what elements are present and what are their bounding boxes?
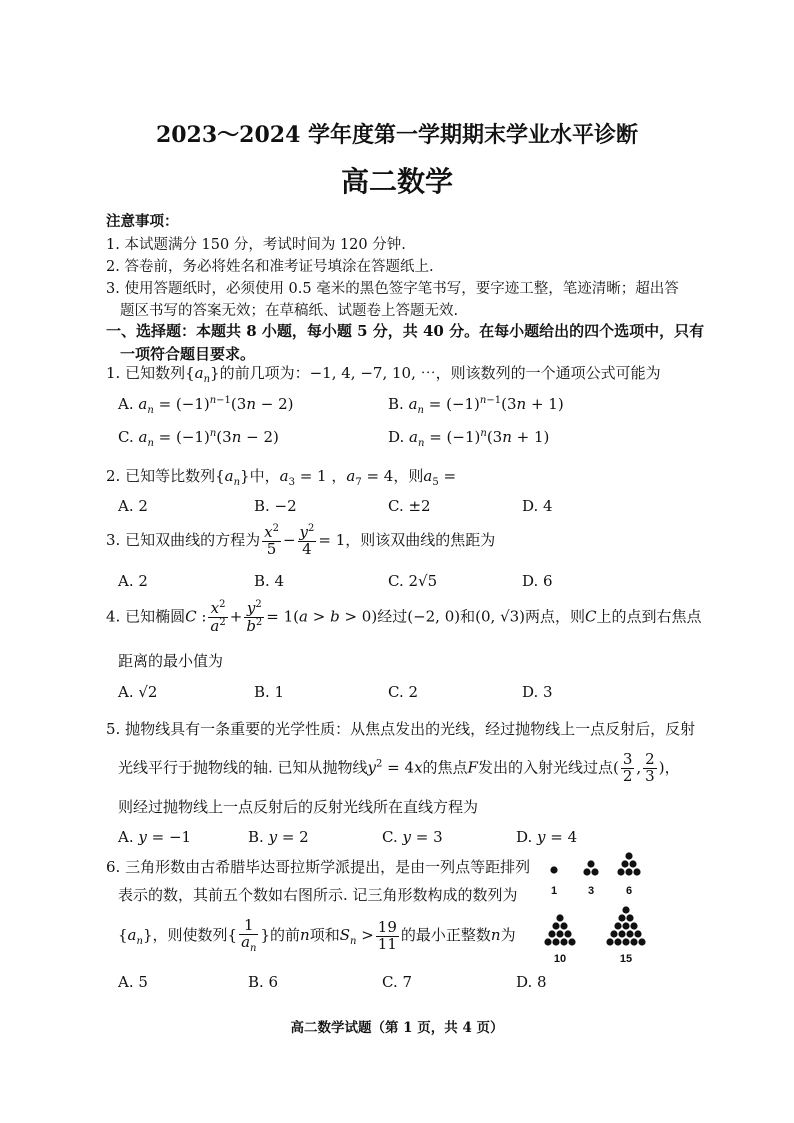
note-2: 2. 答卷前，务必将姓名和准考证号填涂在答题纸上. — [106, 259, 434, 275]
q3-option-d: D. 6 — [522, 572, 553, 590]
q4-option-c: C. 2 — [388, 683, 419, 701]
q6-option-d: D. 8 — [516, 973, 547, 991]
question-6-line2: 表示的数，其前五个数如右图所示. 记三角形数构成的数列为 — [118, 886, 518, 904]
triangle-dots-6 — [617, 852, 640, 875]
q6-option-c: C. 7 — [382, 973, 413, 991]
figure-label-6: 6 — [625, 885, 633, 897]
question-6: 6. 三角形数由古希腊毕达哥拉斯学派提出，是由一列点等距排列 — [106, 858, 531, 876]
q5-option-d: D. y = 4 — [516, 828, 578, 846]
q3-option-a: A. 2 — [118, 572, 148, 590]
figure-label-3: 3 — [587, 885, 595, 897]
triangle-dots-15 — [606, 906, 645, 945]
figure-label-1: 1 — [550, 885, 558, 897]
q1-option-a: A. $a_n = (-1)^{n-1}(3n - 2)$ — [118, 395, 294, 416]
exam-title: 2023～2024 学年度第一学期期末学业水平诊断 — [155, 122, 639, 148]
question-5-line3: 则经过抛物线上一点反射后的反射光线所在直线方程为 — [118, 798, 479, 816]
figure-label-15: 15 — [619, 953, 633, 965]
question-1: 1. 已知数列$\{a_n\}$的前几项为：−1, 4, −7, 10, ⋯，则该数列的一个通项公式可能为 — [106, 364, 661, 385]
q3-option-b: B. 4 — [254, 572, 285, 590]
q5-option-c: C. y = 3 — [382, 828, 443, 846]
q4-option-b: B. 1 — [254, 683, 285, 701]
triangle-dots-3 — [583, 860, 598, 875]
section-heading-cont: 一项符合题目要求。 — [120, 345, 256, 363]
note-3-cont: 题区书写的答案无效；在草稿纸、试题卷上答题无效. — [120, 303, 459, 319]
question-5-line2: 光线平行于抛物线的轴. 已知从抛物线$y^2 = 4x$的焦点F发出的入射光线过点( $\frac{3}{2}$ , $\frac{2}{3}$ )， — [118, 750, 680, 785]
note-1: 1. 本试题满分 150 分，考试时间为 120 分钟. — [106, 237, 406, 253]
question-4: 4. 已知椭圆C : $\frac{x^2}{a^2}$ + $\frac{y^2}{b^2}$ = 1(a > b > 0)经过(−2, 0)和(0, √3)两点，则C上的点到右焦点 — [106, 599, 702, 635]
question-3: 3. 已知双曲线的方程为 $\frac{x^2}{5}$ − $\frac{y^2}{4}$ = 1，则该双曲线的焦距为 — [106, 523, 496, 558]
q6-option-a: A. 5 — [118, 973, 148, 991]
q1-option-b: B. $a_n = (-1)^{n-1}(3n + 1)$ — [388, 395, 564, 416]
q4-option-a: A. √2 — [118, 683, 158, 701]
subject-title: 高二数学 — [340, 165, 453, 198]
q1-option-c: C. $a_n = (-1)^n(3n - 2)$ — [118, 428, 279, 449]
q6-option-b: B. 6 — [248, 973, 279, 991]
q2-option-b: B. −2 — [254, 497, 297, 515]
q2-option-c: C. ±2 — [388, 497, 431, 515]
triangle-dots-1 — [550, 866, 557, 873]
question-4-cont: 距离的最小值为 — [118, 652, 224, 670]
question-5: 5. 抛物线具有一条重要的光学性质：从焦点发出的光线，经过抛物线上一点反射后，反射 — [106, 720, 696, 738]
q2-option-d: D. 4 — [522, 497, 553, 515]
note-3: 3. 使用答题纸时，必须使用 0.5 毫米的黑色签字笔书写，要字迹工整，笔迹清晰；超出答 — [106, 281, 679, 297]
q5-option-a: A. y = −1 — [118, 828, 192, 846]
section-heading: 一、选择题：本题共 8 小题，每小题 5 分，共 40 分。在每小题给出的四个选项中，只有 — [106, 322, 705, 340]
page-footer: 高二数学试题（第 1 页，共 4 页） — [290, 1020, 504, 1036]
triangle-dots-10 — [544, 914, 575, 945]
q3-option-c: C. 2√5 — [388, 572, 438, 590]
q2-option-a: A. 2 — [118, 497, 148, 515]
triangular-numbers-figure — [528, 848, 688, 966]
question-6-line3: $\{a_n\}$，则使数列{ $\frac{1}{a_n}$ }的前n项和$S_n$ > $\frac{19}{11}$ 的最小正整数n为 — [118, 916, 516, 954]
q5-option-b: B. y = 2 — [248, 828, 309, 846]
q1-option-d: D. $a_n = (-1)^n(3n + 1)$ — [388, 428, 550, 449]
q4-option-d: D. 3 — [522, 683, 553, 701]
figure-label-10: 10 — [553, 953, 567, 965]
question-2: 2. 已知等比数列$\{a_n\}$中，$a_3 = 1$ ，$a_7 = 4$，则$a_5$ = — [106, 467, 457, 488]
notes-heading: 注意事项： — [106, 213, 179, 230]
